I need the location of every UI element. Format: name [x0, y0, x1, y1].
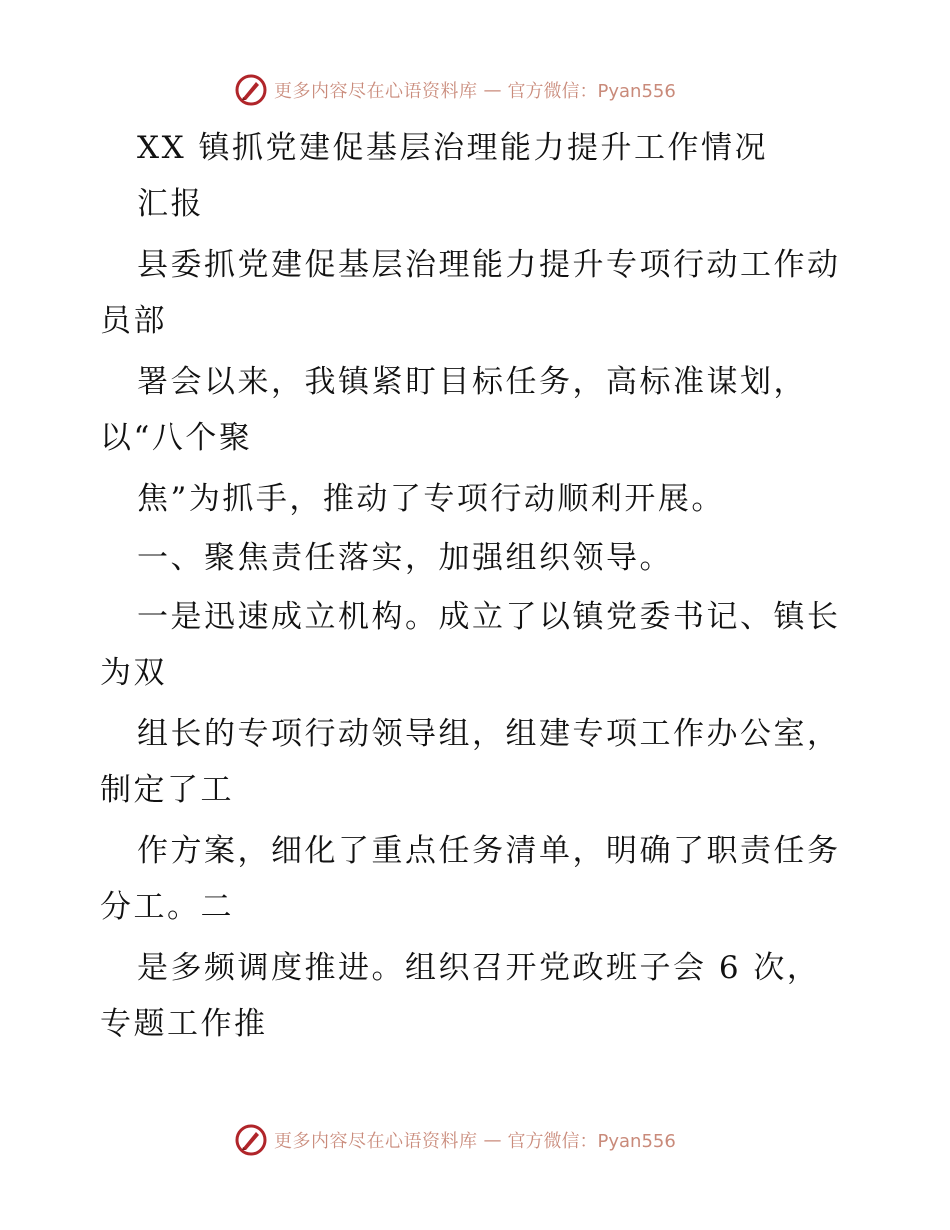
document-title-line-1: XX 镇抓党建促基层治理能力提升工作情况	[137, 130, 768, 166]
body-line: 是多频调度推进。组织召开党政班子会 6 次，	[137, 950, 821, 986]
watermark-text: 更多内容尽在心语资料库	[274, 81, 478, 102]
body-line: 制定了工	[100, 772, 234, 808]
body-line: 县委抓党建促基层治理能力提升专项行动工作动	[137, 247, 841, 283]
watermark-separator: —	[483, 79, 502, 101]
body-line: 焦”为抓手，推动了专项行动顺利开展。	[137, 481, 725, 517]
body-line: 以“八个聚	[100, 420, 253, 456]
body-line: 一是迅速成立机构。成立了以镇党委书记、镇长	[137, 599, 841, 635]
document-title-line-2: 汇报	[137, 186, 204, 222]
body-line: 专题工作推	[100, 1006, 268, 1042]
watermark-contact: 官方微信：Pyan556	[507, 1131, 676, 1152]
body-line: 为双	[100, 655, 167, 691]
footer-watermark	[234, 1120, 676, 1160]
watermark-text: 更多内容尽在心语资料库	[274, 1131, 478, 1152]
body-line: 分工。二	[100, 889, 234, 925]
watermark-contact: 官方微信：Pyan556	[507, 81, 676, 102]
watermark-separator: —	[483, 1129, 502, 1151]
header-watermark	[234, 70, 676, 110]
body-line: 署会以来，我镇紧盯目标任务，高标准谋划，	[137, 364, 807, 400]
body-line: 员部	[100, 303, 167, 339]
body-line: 作方案，细化了重点任务清单，明确了职责任务	[137, 833, 841, 869]
red-quill-logo-icon	[234, 73, 268, 107]
body-line: 组长的专项行动领导组，组建专项工作办公室，	[137, 716, 841, 752]
section-heading: 一、聚焦责任落实，加强组织领导。	[137, 540, 673, 576]
red-quill-logo-icon	[234, 1123, 268, 1157]
